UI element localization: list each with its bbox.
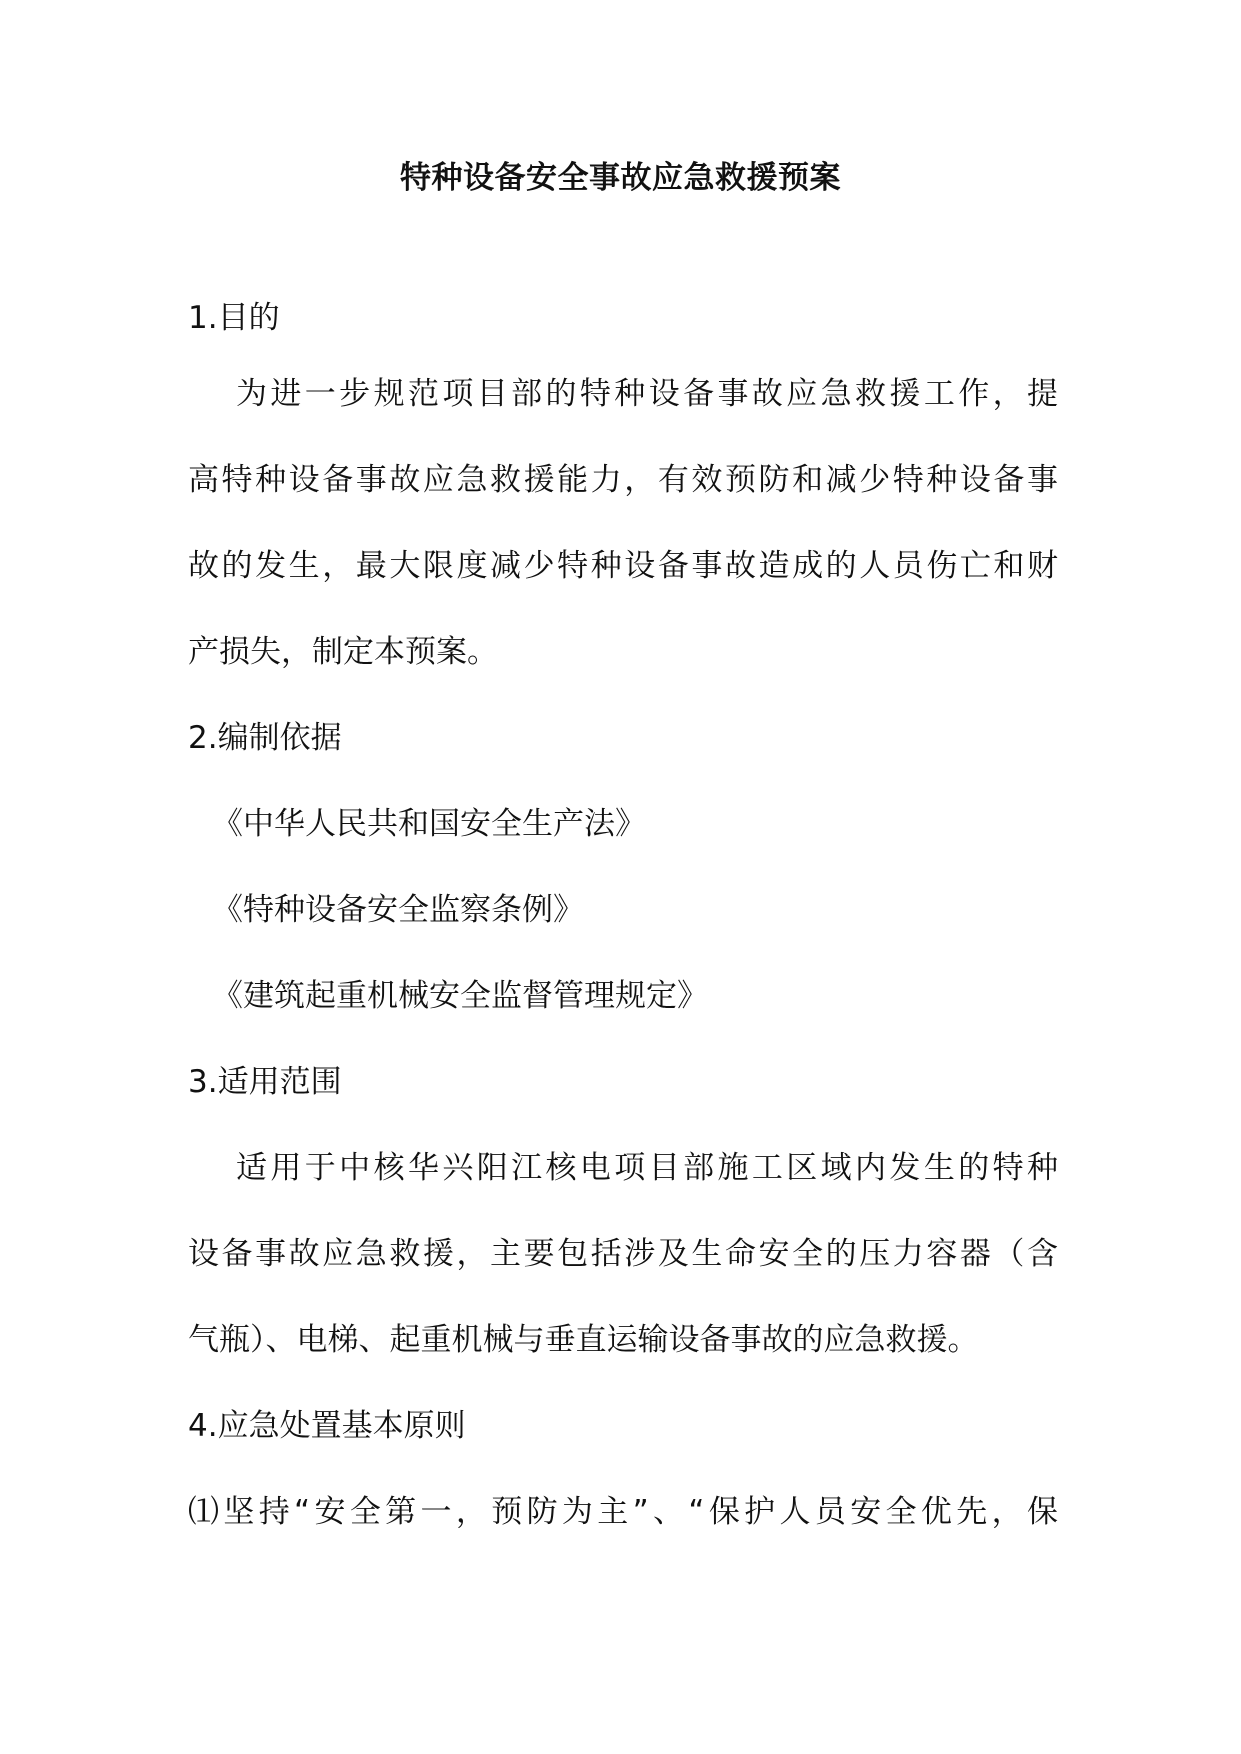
paragraph-line: 故的发生，最大限度减少特种设备事故造成的人员伤亡和财	[188, 548, 1058, 584]
cited-regulation: 《特种设备安全监察条例》	[212, 892, 584, 928]
paragraph-line: 气瓶）、电梯、起重机械与垂直运输设备事故的应急救援。	[188, 1322, 979, 1358]
section-heading-purpose: 1.目的	[188, 300, 280, 336]
paragraph-line: ⑴坚持“安全第一，预防为主”、“保护人员安全优先，保	[188, 1494, 1058, 1530]
cited-regulation: 《建筑起重机械安全监督管理规定》	[212, 978, 708, 1014]
section-heading-basis: 2.编制依据	[188, 720, 342, 756]
document-title: 特种设备安全事故应急救援预案	[400, 160, 841, 196]
paragraph-line: 适用于中核华兴阳江核电项目部施工区域内发生的特种	[236, 1150, 1058, 1186]
section-heading-principles: 4.应急处置基本原则	[188, 1408, 466, 1444]
cited-law: 《中华人民共和国安全生产法》	[212, 806, 646, 842]
paragraph-line: 产损失，制定本预案。	[188, 634, 498, 670]
paragraph-line: 为进一步规范项目部的特种设备事故应急救援工作，提	[236, 376, 1058, 412]
section-heading-scope: 3.适用范围	[188, 1064, 342, 1100]
paragraph-line: 高特种设备事故应急救援能力，有效预防和减少特种设备事	[188, 462, 1058, 498]
paragraph-line: 设备事故应急救援，主要包括涉及生命安全的压力容器（含	[188, 1236, 1058, 1272]
